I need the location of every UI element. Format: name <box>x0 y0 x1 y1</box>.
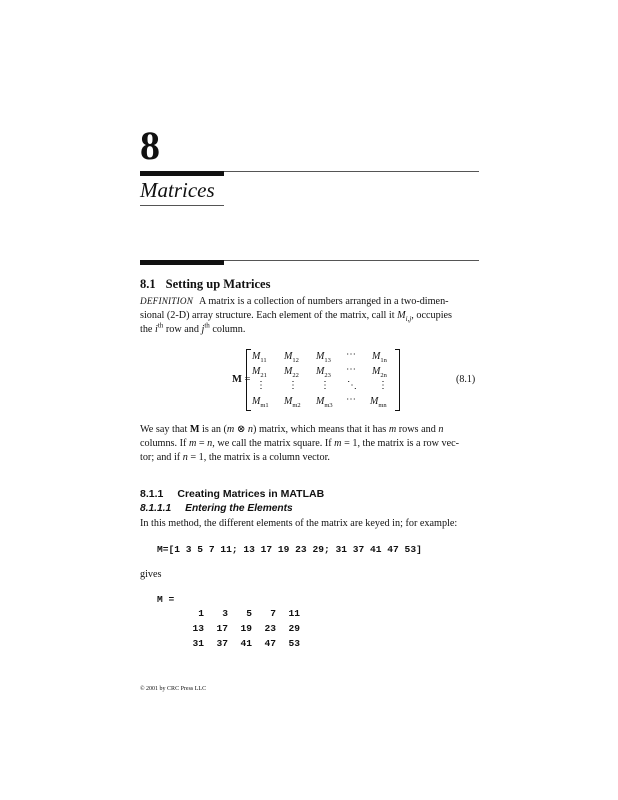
matrix-description-paragraph: We say that M is an (m ⊗ n) matrix, which means that it has m rows and n columns. If m = n, we call the matrix square. If m = 1, the matrix is a row vec- tor; and if n = 1, the matrix is a column vector. <box>140 424 460 463</box>
chapter-rule-thick <box>140 171 224 176</box>
matrix <box>246 349 400 411</box>
output-header: M = <box>157 594 175 605</box>
j-symbol: j <box>201 324 205 335</box>
matrix-cell: $M_{21}$ <box>252 366 267 379</box>
matrix-cell: ⋮ <box>320 380 330 391</box>
section-number: 8.1 <box>140 277 156 291</box>
matrix-cell: ⋯ <box>346 394 356 405</box>
section-rule-thick <box>140 260 224 265</box>
chapter-title: Matrices <box>140 178 215 202</box>
element-symbol: M <box>397 310 406 321</box>
equals-sign: = <box>241 374 251 385</box>
matrix-cell: $M_{23}$ <box>316 366 331 379</box>
superscript-th: th <box>157 321 164 330</box>
i-symbol: i <box>155 324 158 335</box>
matrix-cell: ⋮ <box>288 380 298 391</box>
definition-text: the <box>140 324 155 335</box>
subsection-title: Creating Matrices in MATLAB <box>177 488 325 500</box>
section-title: Setting up Matrices <box>165 277 271 291</box>
chapter-rule-thin <box>224 171 479 172</box>
matrix-cell: $M_{m3}$ <box>316 396 333 409</box>
subsubsection-heading <box>140 503 293 514</box>
matrix-cell: ⋯ <box>346 364 356 375</box>
equation-number: (8.1) <box>456 374 476 385</box>
definition-label: DEFINITION <box>140 296 194 306</box>
matrix-left-bracket <box>246 349 251 411</box>
matrix-cell: $M_{mn}$ <box>370 396 387 409</box>
matrix-cell: $M_{1n}$ <box>372 351 387 364</box>
output-row: 13 17 19 23 29 <box>192 623 300 634</box>
superscript-th: th <box>204 321 210 330</box>
subsection-heading <box>140 488 324 500</box>
matrix-cell: ⋯ <box>346 349 356 360</box>
matrix-right-bracket <box>395 349 400 411</box>
gives-text: gives <box>140 569 162 580</box>
matrix-cell: $M_{22}$ <box>284 366 299 379</box>
section-heading <box>140 277 270 292</box>
subsubsection-number: 8.1.1.1 <box>140 503 172 514</box>
method-paragraph: In this method, the different elements of the matrix are keyed in; for example: <box>140 518 458 529</box>
output-row: 31 37 41 47 53 <box>192 638 300 649</box>
matrix-cell: $M_{12}$ <box>284 351 299 364</box>
matrix-cell: ⋮ <box>378 380 388 391</box>
matrix-cell: $M_{m1}$ <box>252 396 269 409</box>
subsubsection-title: Entering the Elements <box>185 503 293 514</box>
definition-paragraph <box>140 294 480 337</box>
output-row: 1 3 5 7 11 <box>198 608 300 619</box>
copyright-footer: © 2001 by CRC Press LLC <box>140 686 207 692</box>
matrix-cell: $M_{2n}$ <box>372 366 387 379</box>
matrix-cell: $M_{11}$ <box>252 351 267 364</box>
matrix-cell: ⋮ <box>256 380 266 391</box>
definition-text: row and <box>163 324 202 335</box>
definition-text: column. <box>209 324 246 335</box>
matrix-symbol: M <box>232 374 242 385</box>
matrix-cell: $M_{m2}$ <box>284 396 301 409</box>
chapter-title-underline <box>140 205 224 206</box>
definition-text: sional (2-D) array structure. Each element of the matrix, call it <box>140 310 395 321</box>
definition-text: A matrix is a collection of numbers arranged in a two-dimen- <box>199 296 449 307</box>
definition-text: , occupies <box>411 310 453 321</box>
matrix-cell: $M_{13}$ <box>316 351 331 364</box>
subsection-number: 8.1.1 <box>140 488 164 500</box>
chapter-number: 8 <box>140 123 160 168</box>
section-rule-thin <box>224 260 479 261</box>
matrix-cell: ⋱ <box>347 380 357 391</box>
element-subscript: i,j <box>405 315 412 324</box>
code-input-line: M=[1 3 5 7 11; 13 17 19 23 29; 31 37 41 47 53] <box>157 544 422 555</box>
